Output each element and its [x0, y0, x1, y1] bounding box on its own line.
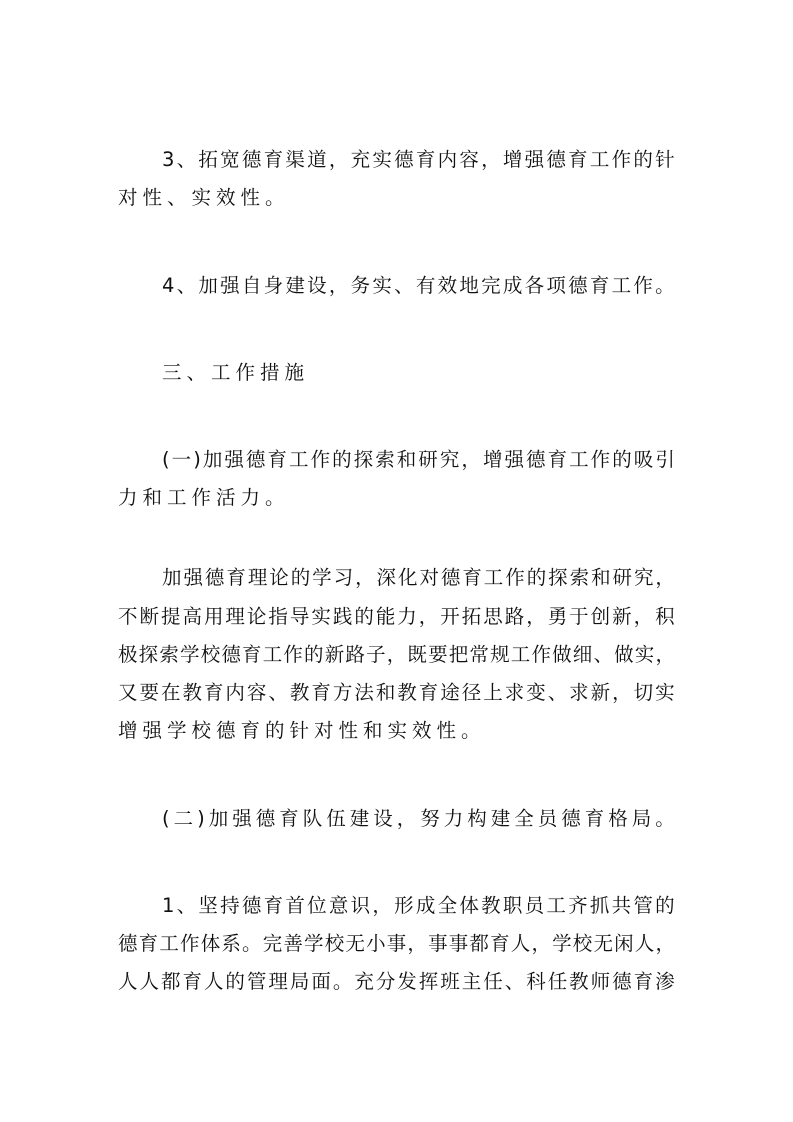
paragraph-line: 人 人 都 育 人 的 管 理 局 面 。 充 分 发 挥 班 主 任 、 科 任 教 师 德 育 渗 — [118, 970, 675, 993]
paragraph-line: 又 要 在 教 育 内 容 、 教 育 方 法 和 教 育 途 径 上 求 变 、 求 新 ， 切 实 — [118, 681, 675, 704]
paragraph-line: 4 、 加 强 自 身 建 设 ， 务 实 、 有 效 地 完 成 各 项 德 育 工 作 。 — [162, 274, 675, 297]
paragraph-line: 不 断 提 高 用 理 论 指 导 实 践 的 能 力 ， 开 拓 思 路 ， 勇 于 创 新 ， 积 — [118, 605, 675, 628]
section-heading: 三、工作措施 — [162, 361, 310, 384]
paragraph-line: 加 强 德 育 理 论 的 学 习 ， 深 化 对 德 育 工 作 的 探 索 和 研 究 ， — [162, 566, 675, 589]
paragraph-line: 增强学校德育的针对性和实效性。 — [118, 719, 486, 742]
paragraph-line: 3 、 拓 宽 德 育 渠 道 ， 充 实 德 育 内 容 ， 增 强 德 育 工 作 的 针 — [162, 148, 675, 171]
subsection-heading: 力和工作活力。 — [118, 486, 290, 509]
paragraph-line: 对性、实效性。 — [118, 186, 290, 209]
subsection-heading: (二)加强德育队伍建设，努力构建全员德育格局。 — [162, 807, 679, 830]
paragraph-line: 德 育 工 作 体 系 。 完 善 学 校 无 小 事 ， 事 事 都 育 人 ， 学 校 无 闲 人 ， — [118, 932, 675, 955]
paragraph-line: 极 探 索 学 校 德 育 工 作 的 新 路 子 ， 既 要 把 常 规 工 作 做 细 、 做 实 ， — [118, 643, 675, 666]
paragraph-line: 1 、 坚 持 德 育 首 位 意 识 ， 形 成 全 体 教 职 员 工 齐 抓 共 管 的 — [162, 894, 675, 917]
subsection-heading: ( 一 ) 加 强 德 育 工 作 的 探 索 和 研 究 ， 增 强 德 育 工 作 的 吸 引 — [162, 448, 675, 471]
